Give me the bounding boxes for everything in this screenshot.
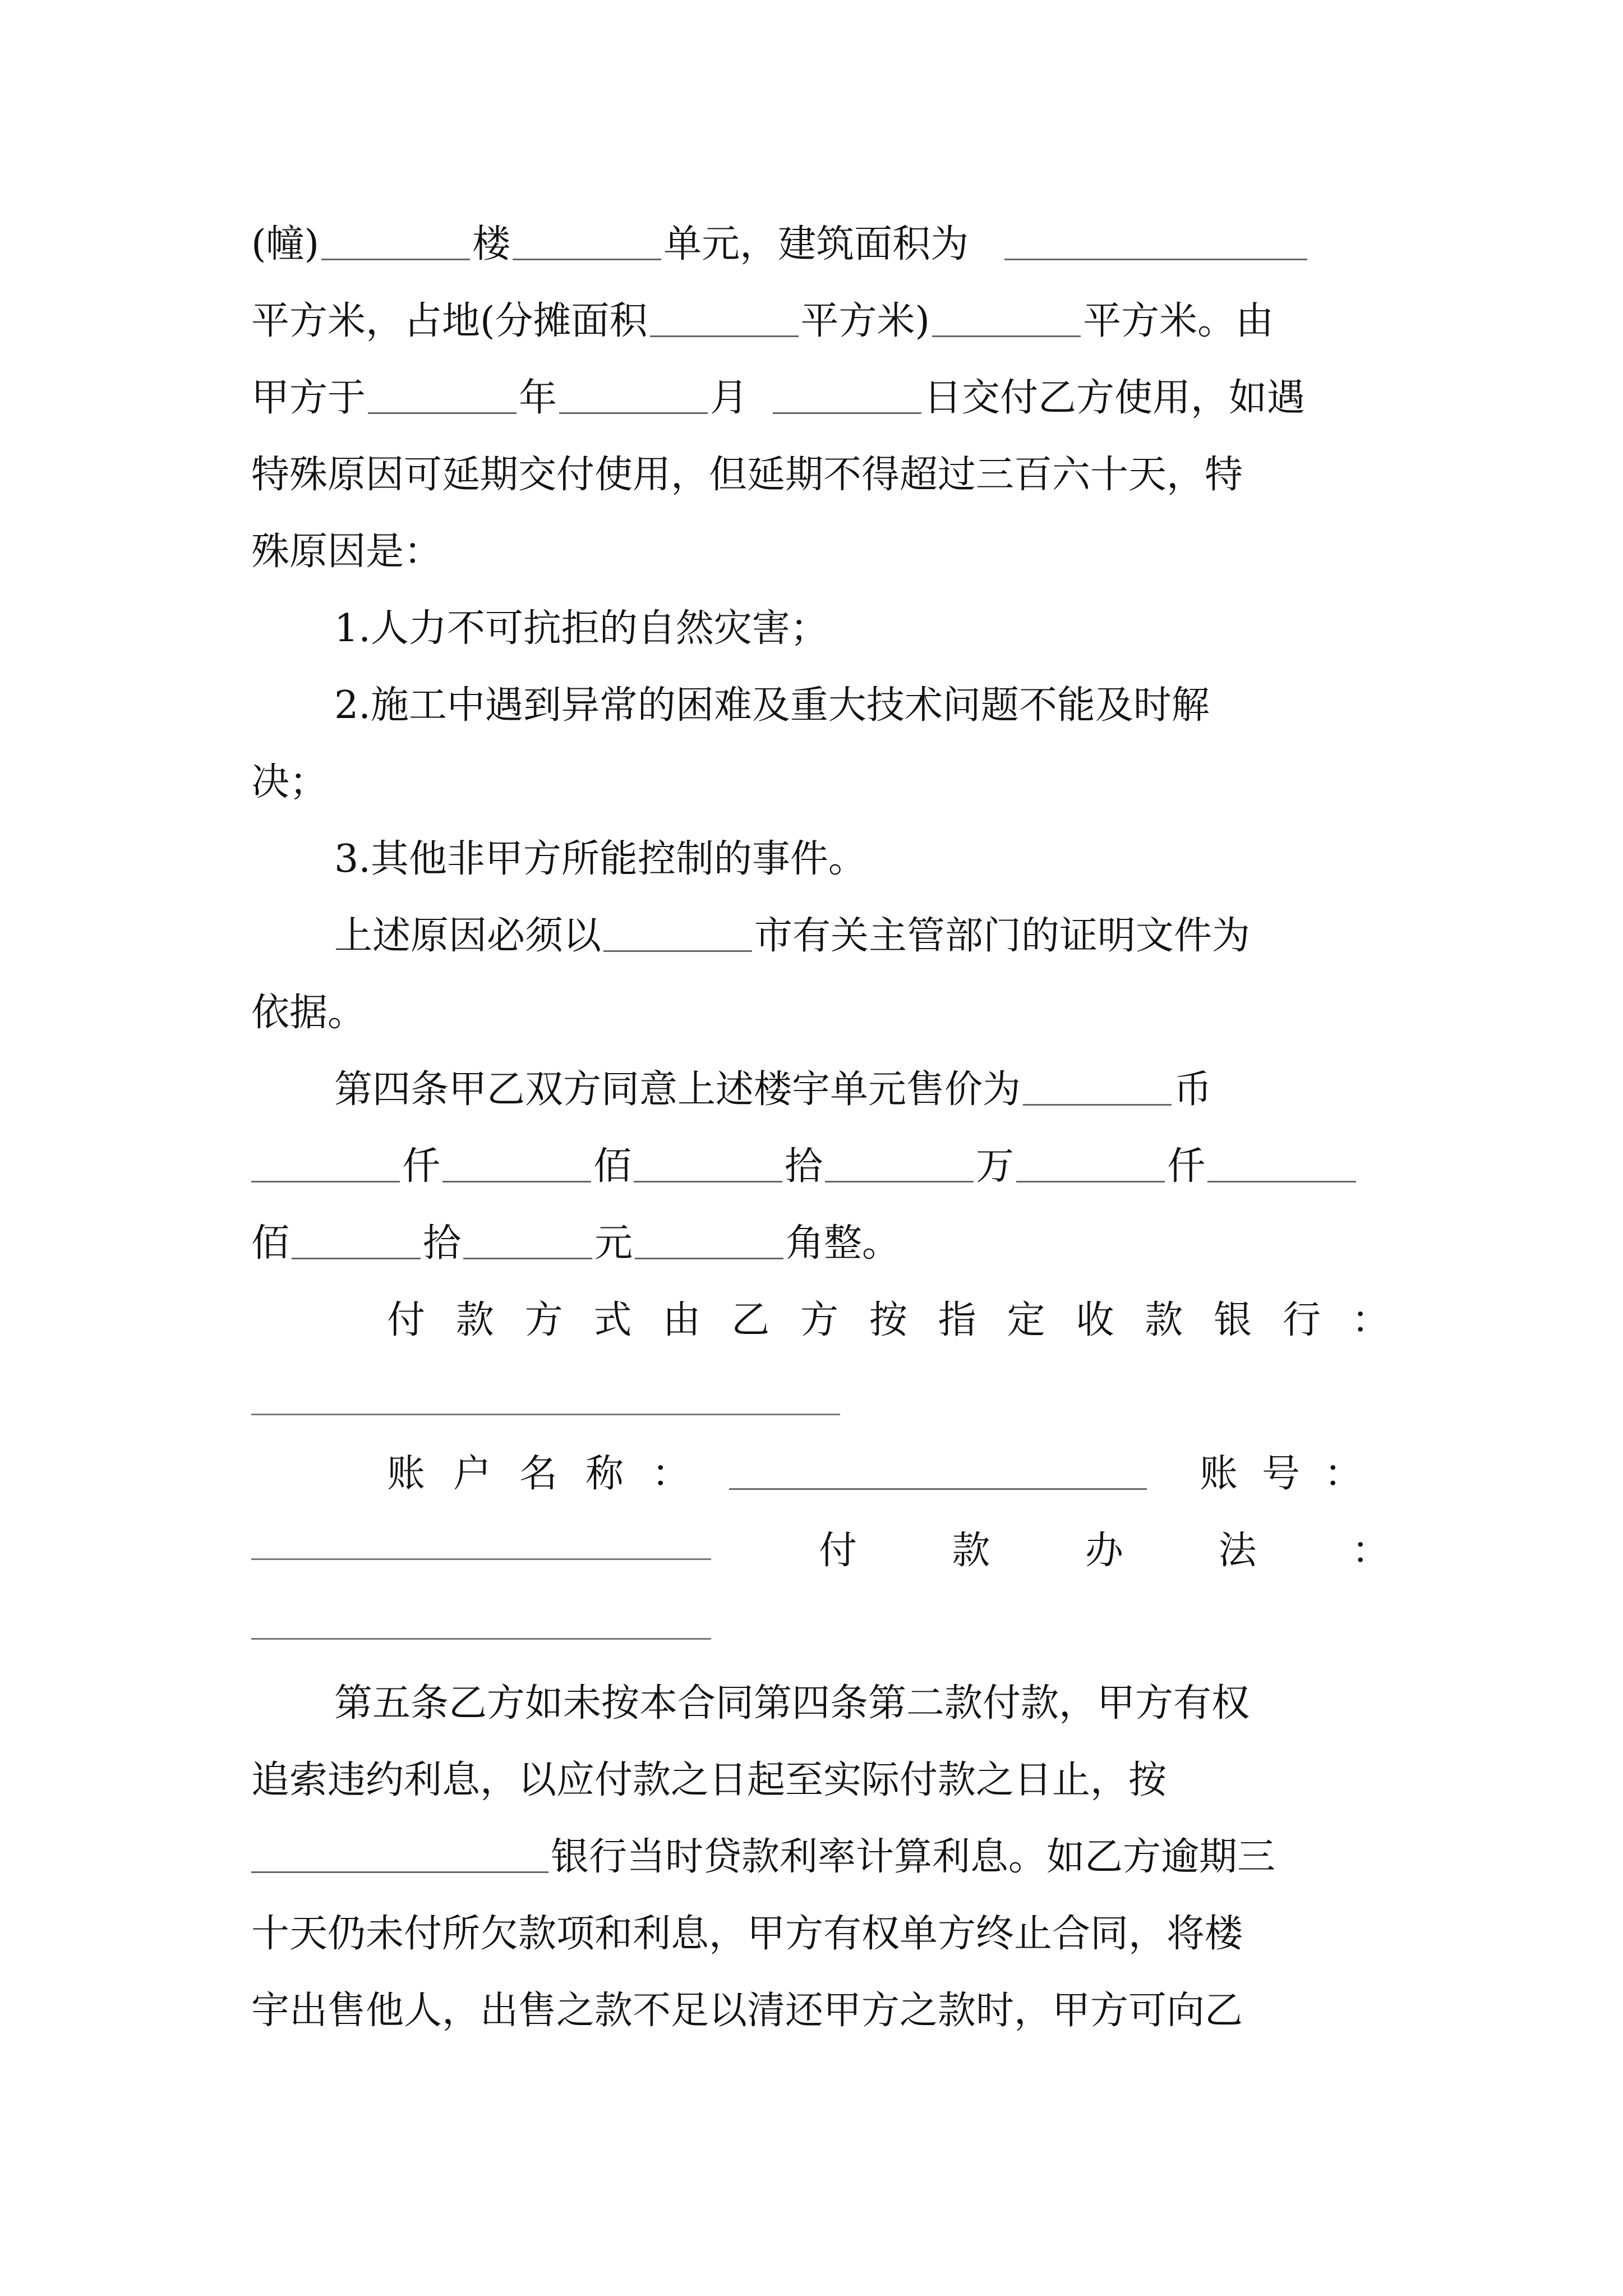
char: 银 — [1214, 1298, 1252, 1342]
text-proof-docs: 市有关主管部门的证明文件为 — [754, 914, 1251, 958]
blank-yuan — [463, 1220, 592, 1259]
blank-bai-2 — [1207, 1143, 1356, 1182]
text-special-reasons: 殊原因是： — [251, 530, 442, 574]
article-5-line-4 — [251, 1895, 1390, 1973]
text-year: 年 — [519, 376, 557, 420]
blank-wan — [825, 1143, 974, 1182]
blank-bank-name — [251, 1414, 840, 1415]
blank-account-name — [729, 1450, 1147, 1490]
blank-shi-1 — [634, 1143, 782, 1182]
text-item-1: 1.人力不可抗拒的自然灾害； — [334, 606, 828, 651]
line-building-unit — [251, 205, 1390, 284]
blank-floor-no — [513, 220, 661, 260]
char: 称 — [585, 1452, 624, 1496]
line-basis-end — [251, 974, 1390, 1052]
blank-currency — [1023, 1066, 1172, 1106]
blank-qian-1 — [251, 1143, 400, 1182]
text-bai-2: 佰 — [251, 1221, 290, 1266]
article-5-line-1 — [334, 1664, 1390, 1743]
char: 账 — [1200, 1452, 1238, 1496]
text-currency: 币 — [1174, 1068, 1212, 1112]
text-bai: 佰 — [593, 1144, 632, 1189]
blank-qian-2 — [1016, 1143, 1165, 1182]
blank-year — [368, 374, 517, 414]
list-item-1 — [334, 590, 1390, 668]
blank-shi-2 — [292, 1220, 421, 1259]
char: ： — [1351, 1529, 1390, 1573]
blank-floor-area — [1004, 220, 1307, 260]
char: ： — [1351, 1298, 1390, 1342]
char: 法 — [1218, 1529, 1257, 1573]
text-party-a-on: 甲方于 — [251, 376, 366, 420]
char: 乙 — [731, 1298, 770, 1342]
text-jiao: 角整。 — [786, 1221, 901, 1266]
text-yuan: 元 — [594, 1221, 633, 1266]
text-article-5-4: 十天仍未付所欠款项和利息，甲方有权单方终止合同，将楼 — [251, 1912, 1243, 1956]
text-wan: 万 — [976, 1144, 1015, 1189]
char: 由 — [662, 1298, 701, 1342]
label-account-name — [387, 1435, 690, 1513]
text-day-delivery: 日交付乙方使用，如遇 — [924, 376, 1306, 420]
blank-payment-method — [251, 1638, 711, 1640]
text-sqm-land: 平方米，占地(分摊面积 — [251, 299, 648, 343]
text-shi-2: 拾 — [423, 1221, 462, 1266]
char: 号 — [1261, 1452, 1300, 1496]
char: 式 — [593, 1298, 632, 1342]
char: 付 — [387, 1298, 426, 1342]
text-item-2-cont: 决； — [251, 760, 328, 804]
line-delay-clause — [251, 436, 1390, 514]
char: 户 — [453, 1452, 491, 1496]
char: 按 — [869, 1298, 907, 1342]
text-proof-basis: 上述原因必须以 — [334, 914, 602, 958]
text-article-5-5: 宇出售他人，出售之款不足以清还甲方之款时，甲方可向乙 — [251, 1989, 1243, 2033]
text-delay-clause: 特殊原因可延期交付使用，但延期不得超过三百六十天，特 — [251, 453, 1243, 497]
text-month: 月 — [710, 376, 749, 420]
text-shi: 拾 — [785, 1144, 823, 1189]
text-article-5-3: 银行当时贷款利率计算利息。如乙方逾期三 — [551, 1835, 1276, 1879]
text-article-5: 第五条乙方如未按本合同第四条第二款付款，甲方有权 — [334, 1681, 1250, 1726]
article-5-line-5 — [251, 1972, 1390, 2050]
char: 定 — [1007, 1298, 1045, 1342]
text-unit-area: 单元，建筑面积为 — [663, 222, 969, 266]
char: 收 — [1076, 1298, 1114, 1342]
blank-city — [603, 912, 752, 952]
list-item-2-cont — [251, 743, 1390, 822]
char: 款 — [1145, 1298, 1183, 1342]
blank-shared-area — [650, 297, 799, 337]
list-item-2 — [334, 666, 1390, 745]
line-delivery-date — [251, 359, 1390, 438]
blank-account-no — [251, 1558, 711, 1560]
line-special-reasons — [251, 513, 1390, 591]
char: 方 — [524, 1298, 563, 1342]
text-qian-2: 仟 — [1167, 1144, 1206, 1189]
char: 账 — [387, 1452, 426, 1496]
text-sqm-by: 平方米。由 — [1083, 299, 1274, 343]
line-proof-basis — [334, 897, 1390, 976]
char: 名 — [519, 1452, 557, 1496]
text-sqm-close: 平方米) — [800, 299, 930, 343]
line-amount-upper — [251, 1128, 1390, 1206]
text-basis-end: 依据。 — [251, 991, 366, 1035]
blank-building-no — [321, 220, 470, 260]
line-amount-lower — [251, 1204, 1390, 1283]
line-account — [387, 1435, 1390, 1513]
char: 办 — [1085, 1529, 1123, 1573]
text-article-4: 第四条甲乙双方同意上述楼宇单元售价为 — [334, 1068, 1021, 1112]
blank-bai-1 — [442, 1143, 591, 1182]
line-land-area — [251, 282, 1390, 361]
line-payment-method — [819, 1512, 1390, 1590]
blank-bank — [251, 1833, 548, 1873]
label-account-no — [1200, 1435, 1362, 1513]
text-item-3: 3.其他非甲方所能控制的事件。 — [334, 837, 866, 881]
text-item-2: 2.施工中遇到异常的困难及重大技术问题不能及时解 — [334, 683, 1210, 728]
char: ： — [651, 1452, 690, 1496]
char: ： — [1324, 1452, 1362, 1496]
char: 付 — [819, 1529, 857, 1573]
char: 指 — [938, 1298, 976, 1342]
line-payment-bank — [387, 1281, 1390, 1360]
char: 款 — [952, 1529, 990, 1573]
text-qian: 仟 — [402, 1144, 441, 1189]
blank-day — [773, 374, 921, 414]
char: 款 — [455, 1298, 494, 1342]
article-4-price — [334, 1051, 1390, 1129]
text-floor: 楼 — [472, 222, 511, 266]
blank-month — [559, 374, 708, 414]
char: 方 — [800, 1298, 839, 1342]
blank-land-area — [932, 297, 1081, 337]
list-item-3 — [334, 820, 1390, 899]
blank-jiao — [635, 1220, 783, 1259]
text-building: (幢) — [251, 222, 320, 266]
article-5-line-2 — [251, 1741, 1390, 1820]
text-article-5-2: 追索违约利息，以应付款之日起至实际付款之日止，按 — [251, 1758, 1167, 1802]
article-5-line-3 — [251, 1818, 1390, 1897]
char: 行 — [1282, 1298, 1321, 1342]
